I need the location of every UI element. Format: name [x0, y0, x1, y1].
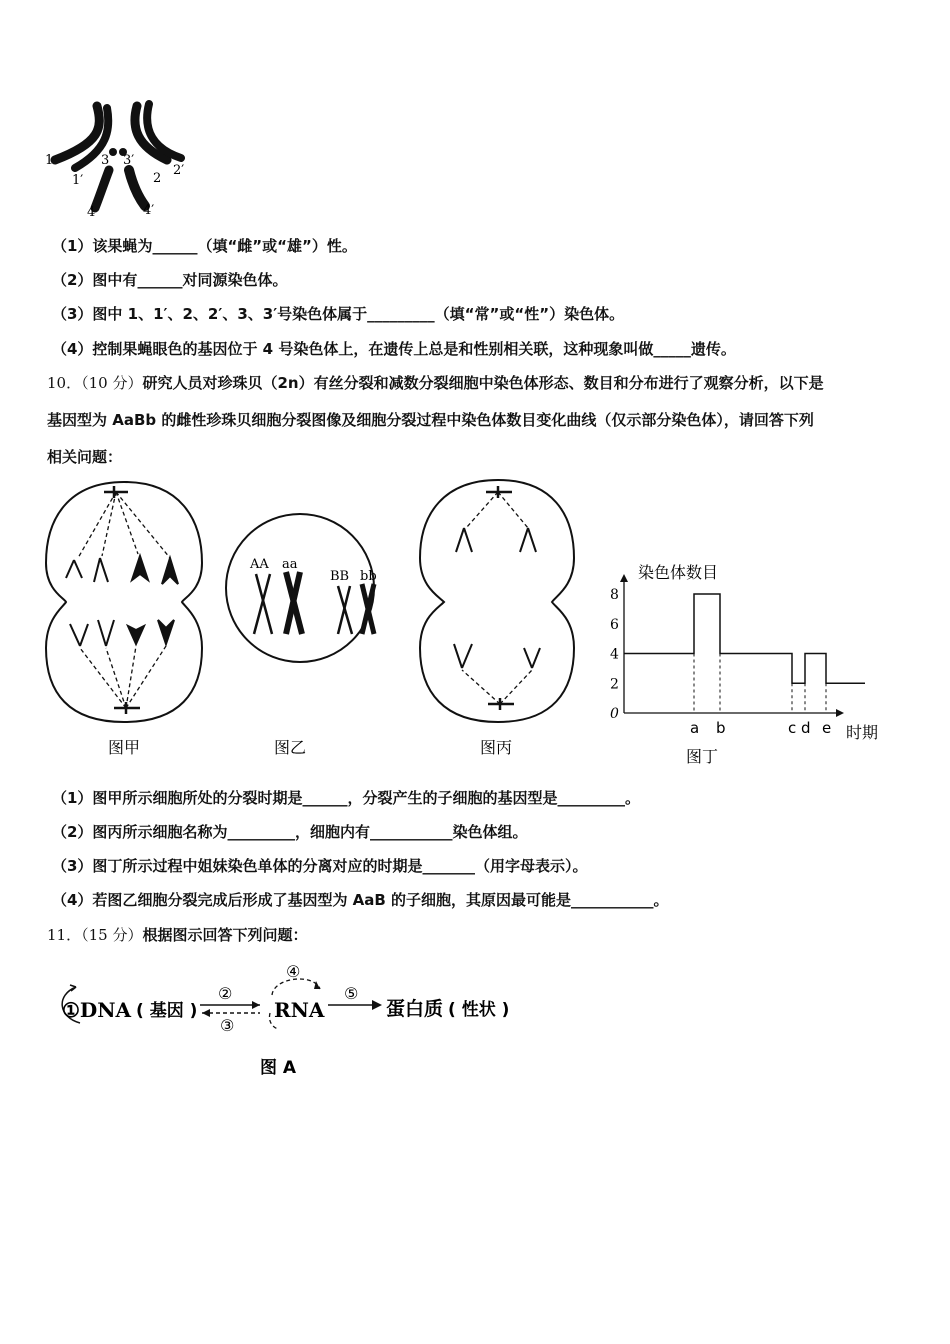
- label-4-prime: 4′: [143, 203, 155, 218]
- cell-membrane: [420, 480, 574, 722]
- chromosome-count-line: [624, 594, 865, 683]
- figure-bing: [418, 478, 583, 763]
- q10-stem-line1: [47, 373, 824, 393]
- q10-stem-line2: 基因型为 AaBb 的雌性珍珠贝细胞分裂图像及细胞分裂过程中染色体数目变化曲线（仅示部分染色体），请回答下列: [47, 411, 814, 429]
- protein-label: 蛋白质: [386, 998, 444, 1020]
- rna-replication-loop: [272, 979, 320, 995]
- chart-ylabel: 染色体数目: [638, 563, 719, 582]
- rna-label: RNA: [274, 998, 325, 1022]
- q9-sub1: （1）该果蝇为______（填“雌”或“雄”）性。: [52, 237, 357, 255]
- label-3-prime: 3′: [123, 153, 135, 168]
- q11-number: 11．: [47, 926, 82, 944]
- chromosome-b-pair: [362, 584, 374, 634]
- q10-sub4: （4）若图乙细胞分裂完成后形成了基因型为 AaB 的子细胞，其原因最可能是___________。: [52, 891, 669, 909]
- cell-membrane: [226, 514, 374, 662]
- arrow-4-label: ④: [286, 962, 301, 981]
- y-tick-label-8: 8: [610, 587, 619, 603]
- x-axis-arrow: [836, 709, 844, 717]
- q9-sub2: （2）图中有______对同源染色体。: [52, 271, 288, 289]
- centriole-top: [486, 486, 512, 498]
- arrow-3-label: ③: [220, 1016, 235, 1035]
- figure-ding-caption: 图丁: [686, 747, 719, 766]
- chromosomes-top: [66, 556, 178, 584]
- label-2-prime: 2′: [173, 163, 185, 178]
- arrow-2-label: ②: [218, 984, 233, 1003]
- gene-label: ( 基因 ): [136, 1001, 198, 1021]
- chromosomes-top: [456, 528, 536, 552]
- chromosome-4: [95, 170, 109, 208]
- trait-label: ( 性状 ): [448, 1000, 510, 1020]
- spindle-top: [78, 492, 170, 558]
- figure-bing-caption: 图丙: [480, 738, 513, 757]
- label-aa: aa: [282, 557, 298, 572]
- chromosomes-bottom: [454, 644, 540, 668]
- label-bb: bb: [360, 569, 377, 584]
- karyotype-figure: [45, 98, 195, 223]
- q10-score: （10 分）: [81, 374, 143, 392]
- figure-a-caption: 图 A: [260, 1058, 297, 1078]
- q10-stem-text1: 研究人员对珍珠贝（2n）有丝分裂和减数分裂细胞中染色体形态、数目和分布进行了观察分析，以下是: [142, 374, 824, 392]
- label-2: 2: [153, 171, 162, 186]
- q10-stem-line3: 相关问题：: [47, 448, 123, 466]
- y-tick-label-0: 0: [610, 706, 619, 722]
- chromosome-A-pair: [254, 574, 272, 634]
- arrow-5-label: ⑤: [344, 984, 359, 1003]
- x-marker-e: e: [822, 719, 832, 737]
- dna-label: ①DNA: [62, 998, 132, 1022]
- figure-yi: [224, 478, 384, 763]
- chromosome-a-pair: [286, 572, 302, 634]
- label-3: 3: [101, 153, 110, 168]
- label-AA: AA: [250, 557, 269, 572]
- figure-ding-chart: [600, 558, 900, 778]
- x-marker-c: c: [788, 719, 797, 737]
- chart-xlabel: 时期: [846, 723, 879, 742]
- q11-score: （15 分）: [81, 926, 143, 944]
- q9-sub3: （3）图中 1、1′、2、2′、3、3′号染色体属于_________（填“常”或“性”）染色体。: [52, 305, 625, 323]
- x-marker-b: b: [716, 719, 726, 737]
- centriole-bottom: [114, 702, 140, 714]
- cell-membrane: [46, 482, 202, 722]
- q11-stem: [47, 925, 307, 945]
- y-tick-label-6: 6: [610, 616, 619, 633]
- label-1-prime: 1′: [72, 173, 84, 188]
- centriole-bottom: [488, 698, 514, 710]
- label-BB: BB: [330, 569, 350, 584]
- y-axis-arrow: [620, 574, 628, 582]
- centriole-top: [104, 486, 128, 498]
- q9-sub4: （4）控制果蝇眼色的基因位于 4 号染色体上，在遗传上总是和性别相关联，这种现象叫做_____遗传。: [52, 340, 736, 358]
- figure-jia: [44, 478, 209, 763]
- q11-stem-text: 根据图示回答下列问题：: [142, 926, 308, 944]
- spindle-bottom: [462, 670, 532, 704]
- y-tick-label-2: 2: [610, 676, 619, 693]
- figure-yi-caption: 图乙: [274, 738, 307, 757]
- q10-sub2: （2）图丙所示细胞名称为_________，细胞内有___________染色体组。: [52, 823, 528, 841]
- chromosomes-bottom: [70, 620, 174, 646]
- y-tick-label-4: 4: [610, 646, 619, 663]
- q10-sub1: （1）图甲所示细胞所处的分裂时期是______，分裂产生的子细胞的基因型是_________。: [52, 789, 640, 807]
- figure-a-central-dogma: [52, 955, 552, 1085]
- chromosome-3: [109, 148, 117, 156]
- q10-sub3: （3）图丁所示过程中姐妹染色单体的分离对应的时期是_______（用字母表示）。: [52, 857, 588, 875]
- label-4: 4: [87, 205, 96, 220]
- chromosome-B-pair: [338, 586, 352, 634]
- spindle-bottom: [80, 646, 166, 708]
- q10-number: 10．: [47, 374, 82, 392]
- figure-jia-caption: 图甲: [108, 738, 141, 757]
- x-marker-d: d: [801, 719, 811, 737]
- label-1: 1: [45, 153, 54, 168]
- chromosome-4-prime: [129, 170, 145, 206]
- x-marker-a: a: [690, 719, 700, 737]
